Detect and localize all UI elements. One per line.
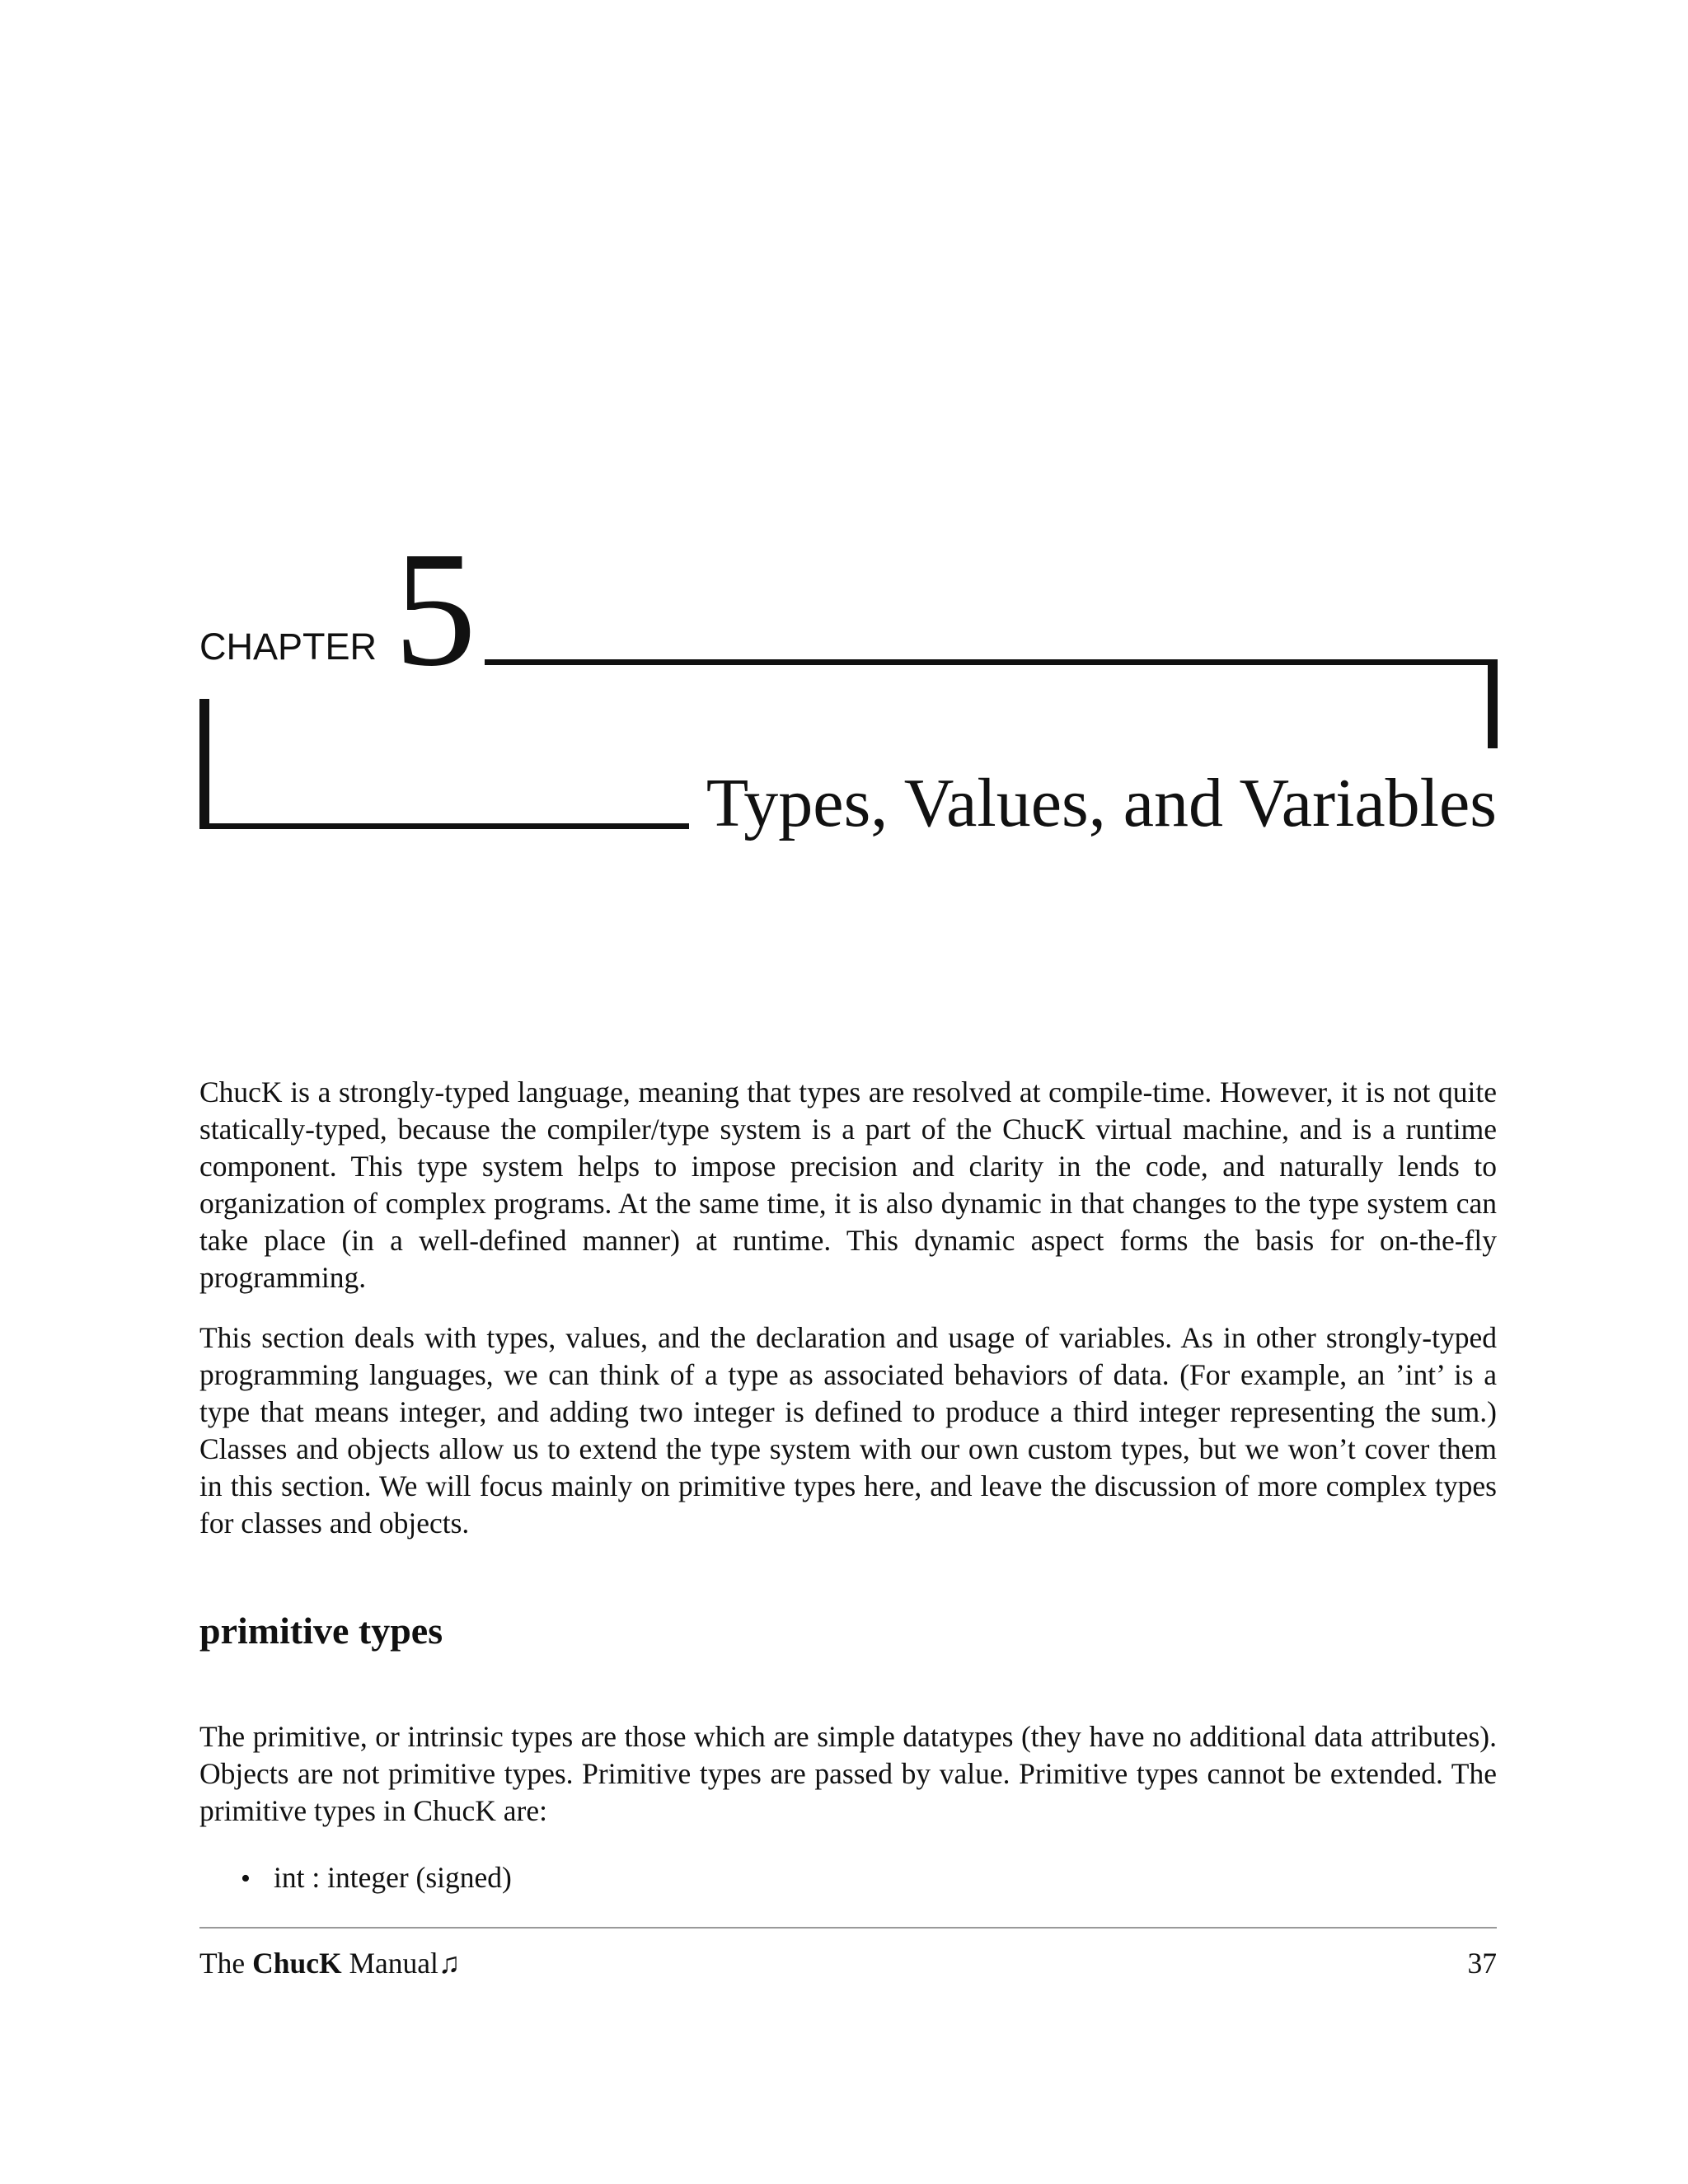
- intro-paragraph-2: This section deals with types, values, and the declaration and usage of variables. As in other strongly-typed programming languages, we can think of a type as associated behaviors of data. (For example, an ’int’ is a type that means integer, and adding two integer is defined to produce a third integer representing the sum.) Classes and objects allow us to extend the type system with our own custom types, but we won’t cover them in this section. We will focus mainly on primitive types here, and leave the discussion of more complex types for classes and objects.: [199, 1321, 1497, 1540]
- intro-paragraph-1: ChucK is a strongly-typed language, meaning that types are resolved at compile-time. However, it is not quite statically-typed, because the compiler/type system is a part of the ChucK virtual machine, and is a runtime component. This type system helps to impose precision and clarity in the code, and naturally lends to organization of complex programs. At the same time, it is also dynamic in that changes to the type system can take place (in a well-defined manner) at runtime. This dynamic aspect forms the basis for on-the-fly programming.: [199, 1076, 1497, 1294]
- chapter-rule-top: [485, 659, 1497, 665]
- footer-prefix: The: [199, 1947, 246, 1980]
- page-number: 37: [1467, 1947, 1497, 1980]
- footer-brand: ChucK: [252, 1947, 342, 1980]
- section-paragraph: The primitive, or intrinsic types are those which are simple datatypes (they have no additional data attributes). Objects are not primitive types. Primitive types are passed by value. Primitive types cannot be extended. The primitive types in ChucK are:: [199, 1720, 1497, 1827]
- chapter-rule-right: [1488, 659, 1498, 748]
- chapter-number: 5: [394, 518, 476, 701]
- list-item-text: int : integer (signed): [274, 1861, 512, 1894]
- chapter-rule-bottom: [199, 823, 689, 829]
- footer-title: [199, 1945, 461, 1982]
- bullet-icon: •: [241, 1863, 251, 1894]
- footer-suffix: Manual♫: [349, 1947, 461, 1980]
- primitive-types-list: [241, 1859, 512, 1897]
- chapter-label: CHAPTER: [199, 626, 377, 668]
- chapter-rule-left: [199, 699, 209, 829]
- footer-rule: [199, 1927, 1497, 1929]
- list-item: [241, 1859, 512, 1897]
- section-heading: primitive types: [199, 1610, 443, 1652]
- chapter-title: Types, Values, and Variables: [706, 765, 1497, 841]
